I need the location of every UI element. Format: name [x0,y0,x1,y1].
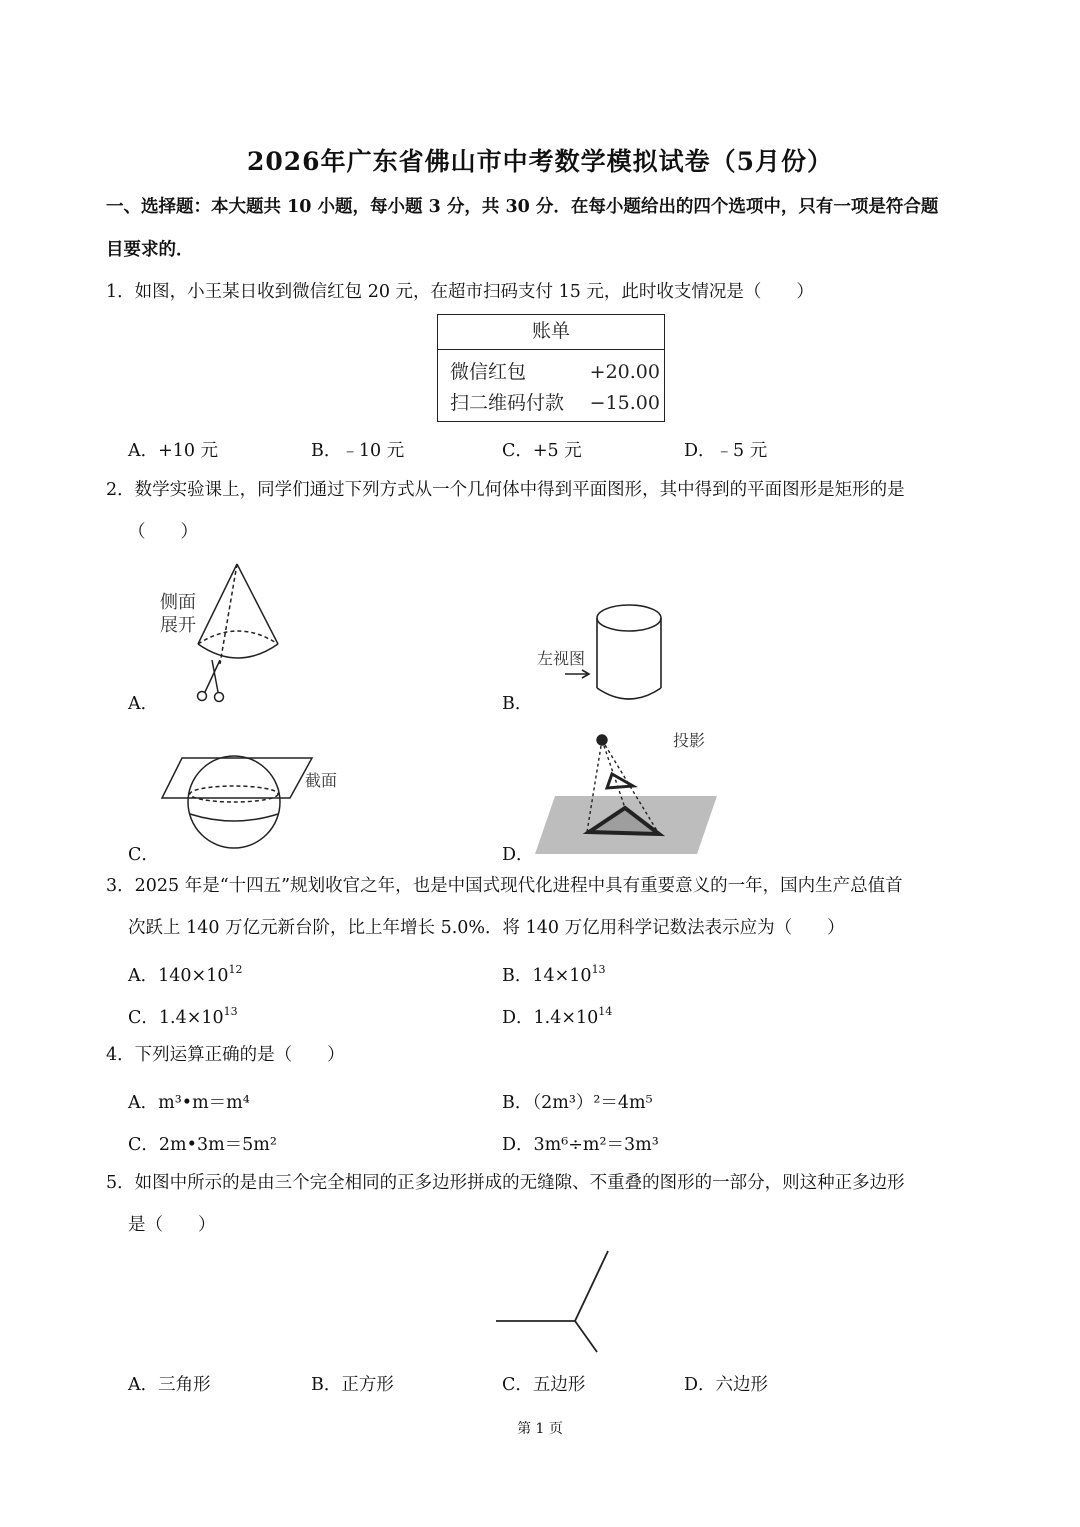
q1-stem: 1．如图，小王某日收到微信红包 20 元，在超市扫码支付 15 元，此时收支情况是（ ） [106,282,814,302]
q3-option-c-exponent: 13 [223,1005,238,1018]
q4-option-b: B．（2m³）²＝4m⁵ [502,1093,653,1113]
section-instruction-line2: 目要求的． [106,240,194,260]
q2-option-a-label: A． [128,694,159,714]
q2-option-c-label: C． [128,845,159,865]
q3-option-d-base: D．1.4×10 [502,1008,599,1028]
q5-option-a: A．三角形 [128,1375,211,1395]
q3-stem-line2: 次跃上 140 万亿元新台阶，比上年增长 5.0%．将 140 万亿用科学记数法表示应为（ ） [128,918,845,938]
q1-bill-table [437,314,665,422]
q2-option-d-label: D． [502,845,534,865]
q5-option-d: D．六边形 [684,1375,769,1395]
q3-option-a-base: A．140×10 [128,966,229,986]
q3-option-a [128,962,242,987]
q1-option-b: B．﹣10 元 [311,441,405,461]
q5-stem-line1: 5．如图中所示的是由三个完全相同的正多边形拼成的无缝隙、不重叠的图形的一部分，则这种正多边形 [106,1173,905,1193]
q2-stem-line2: （ ） [128,522,198,542]
q3-stem-line1: 3．2025 年是“十四五”规划收官之年，也是中国式现代化进程中具有重要意义的一年，国内生产总值首 [106,876,903,896]
q3-option-a-exponent: 12 [228,963,243,976]
bill-row [450,358,660,386]
bill-row [450,389,660,417]
fig-d-label: 投影 [673,731,706,750]
q1-option-d: D．﹣5 元 [684,441,768,461]
section-instruction-line1: 一、选择题：本大题共 10 小题，每小题 3 分，共 30 分．在每小题给出的四个选项中，只有一项是符合题 [106,197,939,217]
q3-option-b [502,962,606,987]
fig-a-label-line2: 展开 [160,615,196,636]
fig-c-label: 截面 [305,771,338,790]
q2-figure-c-sphere-section [158,750,338,855]
q5-stem-line2: 是（ ） [128,1215,216,1235]
q3-option-b-base: B．14×10 [502,966,592,986]
q5-option-b: B．正方形 [311,1375,394,1395]
q3-option-d [502,1004,612,1029]
q4-option-d: D．3m⁶÷m²＝3m³ [502,1135,659,1155]
q1-option-a: A．+10 元 [128,441,219,461]
q3-option-c [128,1004,238,1029]
bill-row-label: 扫二维码付款 [450,392,565,414]
bill-row-value: −15.00 [589,392,660,414]
bill-row-value: +20.00 [589,361,660,383]
fig-b-label: 左视图 [537,649,586,668]
q3-option-c-base: C．1.4×10 [128,1008,224,1028]
q5-figure-polygon-vertex [490,1245,615,1357]
q4-stem: 4．下列运算正确的是（ ） [106,1045,345,1065]
q2-option-b-label: B． [502,694,533,714]
q4-option-c: C．2m•3m＝5m² [128,1135,277,1155]
q4-option-a: A．m³•m＝m⁴ [128,1093,250,1113]
fig-a-label-line1: 侧面 [160,592,196,613]
page-title: 2026年广东省佛山市中考数学模拟试卷（5月份） [247,147,833,176]
page-number: 第 1 页 [517,1421,563,1437]
q2-stem-line1: 2．数学实验课上，同学们通过下列方式从一个几何体中得到平面图形，其中得到的平面图形是矩形的是 [106,480,905,500]
q3-option-d-exponent: 14 [598,1005,613,1018]
bill-row-label: 微信红包 [450,361,527,383]
q3-option-b-exponent: 13 [591,963,606,976]
q1-option-c: C．+5 元 [502,441,582,461]
q5-option-c: C．五边形 [502,1375,586,1395]
bill-header: 账单 [438,315,664,350]
